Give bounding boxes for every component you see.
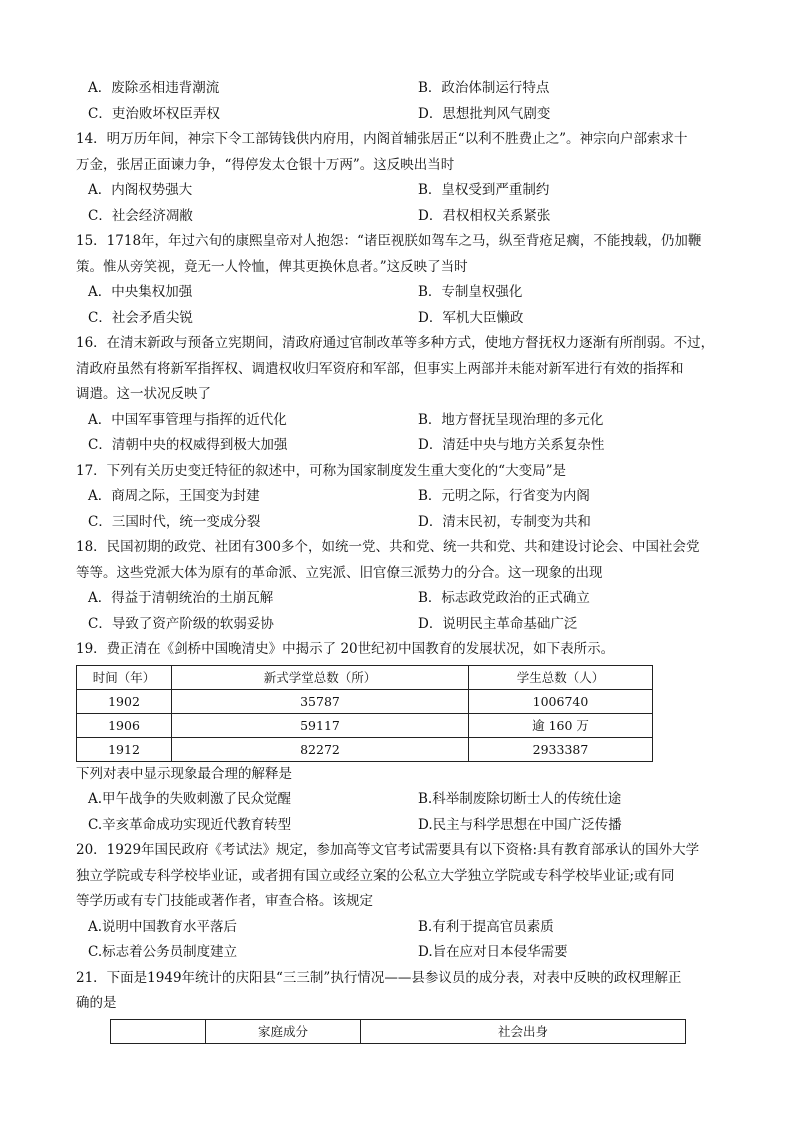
q16-line2: 清政府虽然有将新军指挥权、调遣权收归军资府和军部，但事实上两部并未能对新军进行有效的指挥和 — [76, 360, 684, 377]
q14-options-row2 — [76, 204, 726, 230]
table-row — [77, 737, 653, 761]
q19-options-row1 — [76, 787, 726, 813]
q18-option-c: C．导致了资产阶级的软弱妥协 — [88, 615, 274, 632]
table-header-row — [111, 1019, 686, 1043]
table-header-row — [77, 665, 653, 689]
q18-line2: 等等。这些党派大体为原有的革命派、立宪派、旧官僚三派势力的分合。这一现象的出现 — [76, 564, 603, 581]
q14-line2: 万金，张居正面谏力争，“得停发太仓银十万两”。这反映出当时 — [76, 156, 455, 173]
q13-option-b: B．政治体制运行特点 — [418, 80, 550, 96]
q18-stem — [76, 535, 726, 586]
header-cell-family: 家庭成分 — [206, 1019, 361, 1043]
q17-options-row1 — [76, 484, 726, 510]
q18-option-a: A．得益于清朝统治的土崩瓦解 — [88, 590, 274, 606]
table-cell: 2933387 — [469, 737, 653, 761]
q14-option-b: B．皇权受到严重制约 — [418, 182, 550, 198]
q19-option-b: B.科举制废除切断士人的传统仕途 — [418, 791, 622, 807]
table-cell: 1912 — [77, 737, 172, 761]
q13-option-a: A．废除丞相违背潮流 — [88, 80, 220, 96]
q15-options-row1 — [76, 280, 726, 306]
q18-options-row1 — [76, 586, 726, 612]
header-cell-schools: 新式学堂总数（所） — [172, 665, 469, 689]
q20-line2: 独立学院或专科学校毕业证，或者拥有国立或经立案的公私立大学独立学院或专科学校毕业证;或有同 — [76, 867, 675, 884]
q21-council-table — [110, 1019, 686, 1044]
q17-line1: 17．下列有关历史变迁特征的叙述中，可称为国家制度发生重大变化的“大变局”是 — [76, 462, 566, 479]
q15-option-b: B．专制皇权强化 — [418, 284, 523, 300]
q21-line1: 21．下面是1949年统计的庆阳县“三三制”执行情况——县参议员的成分表，对表中反映的政权理解正 — [76, 969, 682, 986]
q20-stem — [76, 838, 726, 915]
q16-option-c: C．清朝中央的权威得到极大加强 — [88, 437, 288, 453]
q17-stem — [76, 459, 726, 485]
q16-options-row2 — [76, 433, 726, 459]
q14-option-c: C．社会经济凋敝 — [88, 207, 193, 224]
q15-option-d: D．军机大臣懒政 — [418, 309, 524, 326]
q16-line1: 16．在清末新政与预备立宪期间，清政府通过官制改革等多种方式，使地方督抚权力逐渐有所削弱。不过， — [76, 335, 715, 351]
q18-line1: 18．民国初期的政党、社团有300多个，如统一党、共和党、统一共和党、共和建设讨论会、中国社会党 — [76, 539, 700, 555]
q16-options-row1 — [76, 408, 726, 434]
q20-options-row2 — [76, 940, 726, 966]
q14-option-a: A．内阁权势强大 — [88, 182, 193, 198]
table-cell: 59117 — [172, 713, 469, 737]
q14-options-row1 — [76, 178, 726, 204]
q13-option-c: C．吏治败坏权臣弄权 — [88, 105, 220, 122]
q15-line1: 15．1718年，年过六旬的康熙皇帝对人抱怨：“诸臣视朕如驾车之马，纵至背疮足瘸，不能拽载，仍加鞭 — [76, 233, 702, 249]
q15-options-row2 — [76, 306, 726, 332]
q19-option-c: C.辛亥革命成功实现近代教育转型 — [88, 816, 292, 833]
q19-prompt — [76, 762, 726, 788]
q19-education-table — [76, 665, 653, 762]
table-cell: 82272 — [172, 737, 469, 761]
exam-page — [76, 76, 726, 1044]
q18-option-b: B．标志政党政治的正式确立 — [418, 590, 590, 606]
q17-option-c: C．三国时代，统一变成分裂 — [88, 513, 261, 530]
q16-option-a: A．中国军事管理与指挥的近代化 — [88, 411, 287, 428]
q20-option-a: A.说明中国教育水平落后 — [88, 918, 238, 935]
q17-option-d: D．清末民初，专制变为共和 — [418, 513, 591, 530]
header-cell-year: 时间（年） — [77, 665, 172, 689]
q20-option-d: D.旨在应对日本侵华需要 — [418, 944, 568, 960]
table-cell: 1006740 — [469, 689, 653, 713]
q13-option-d: D．思想批判风气剧变 — [418, 105, 551, 122]
q17-option-a: A．商周之际，王国变为封建 — [88, 488, 260, 504]
header-cell-social: 社会出身 — [361, 1019, 686, 1043]
q17-option-b: B．元明之际，行省变为内阁 — [418, 488, 590, 504]
q20-line3: 等学历或有专门技能或著作者，审查合格。该规定 — [76, 893, 373, 909]
q19-stem — [76, 637, 726, 663]
q16-line3: 调遣。这一状况反映了 — [76, 386, 211, 402]
q19-option-a: A.甲午战争的失败刺激了民众觉醒 — [88, 791, 292, 807]
q14-option-d: D．君权相权关系紧张 — [418, 207, 551, 224]
q19-line2: 下列对表中显示现象最合理的解释是 — [76, 765, 292, 782]
q15-line2: 策。惟从旁笑视，竟无一人怜恤，俾其更换休息者。”这反映了当时 — [76, 258, 468, 275]
table-cell: 35787 — [172, 689, 469, 713]
q20-option-c: C.标志着公务员制度建立 — [88, 944, 238, 960]
table-cell: 逾 160 万 — [469, 713, 653, 737]
q13-options-row1 — [76, 76, 726, 102]
table-row — [77, 713, 653, 737]
q19-options-row2 — [76, 813, 726, 839]
q16-stem — [76, 331, 726, 408]
table-row — [77, 689, 653, 713]
table-cell: 1902 — [77, 689, 172, 713]
q13-options-row2 — [76, 102, 726, 128]
q21-line2: 确的是 — [76, 995, 117, 1011]
q14-line1: 14．明万历年间，神宗下令工部铸钱供内府用，内阁首辅张居正“以利不胜费止之”。神宗向户部索求十 — [76, 131, 688, 147]
q21-stem — [76, 966, 726, 1017]
q14-stem — [76, 127, 726, 178]
q20-options-row1 — [76, 915, 726, 941]
header-cell-blank — [111, 1019, 206, 1043]
q20-line1: 20．1929年国民政府《考试法》规定，参加高等文官考试需要具有以下资格:具有教育部承认的国外大学 — [76, 842, 700, 858]
q15-option-c: C．社会矛盾尖锐 — [88, 309, 193, 326]
q17-options-row2 — [76, 510, 726, 536]
q19-option-d: D.民主与科学思想在中国广泛传播 — [418, 816, 622, 833]
q16-option-d: D．清廷中央与地方关系复杂性 — [418, 437, 605, 453]
q16-option-b: B．地方督抚呈现治理的多元化 — [418, 411, 604, 428]
q15-option-a: A．中央集权加强 — [88, 284, 193, 300]
q19-line1: 19．费正清在《剑桥中国晚清史》中揭示了 20世纪初中国教育的发展状况，如下表所示。 — [76, 641, 615, 657]
header-cell-students: 学生总数（人） — [469, 665, 653, 689]
q15-stem — [76, 229, 726, 280]
q18-options-row2 — [76, 612, 726, 638]
q20-option-b: B.有利于提高官员素质 — [418, 918, 554, 935]
table-cell: 1906 — [77, 713, 172, 737]
q18-option-d: D．说明民主革命基础广泛 — [418, 615, 578, 632]
